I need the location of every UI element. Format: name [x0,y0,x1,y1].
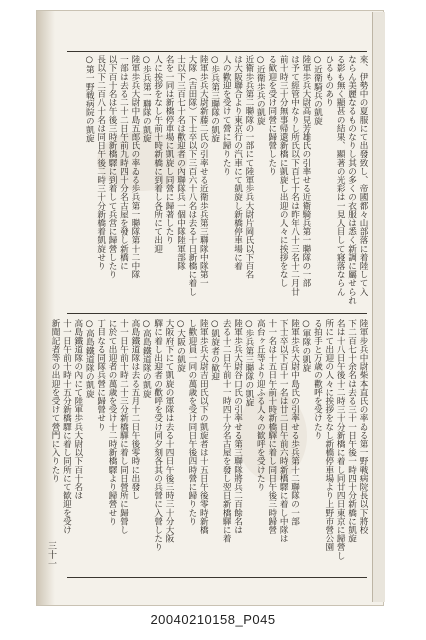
top-border-rule [67,51,367,52]
text-column: ○第一野戦病院の凱旋 [84,55,95,143]
text-column: 陸軍歩兵大尉吉田氏以下の凱旋者は十五日午後零時新橋 [198,319,209,534]
text-column: 高台ヶ丘等より迎ふる人々の歓呼を受けたり [255,319,266,491]
text-column: 去る十二日午前十一時四十分名古屋を發し翌日新橋驛に着 [221,319,232,543]
text-column: し歡迎員一同の萬歳を受け同日午後四時營に歸りたり [186,319,197,526]
text-column: ○近衛歩兵の凱旋 [255,55,266,126]
text-column: ○軍隊の凱旋 [300,319,311,372]
text-column: ならん美麗なるものなりし其の多くの衣服は悉く新調に屬せられ [346,55,357,305]
scanned-page [36,10,384,606]
text-column: は予て經管中なりし所氏以下百七十名は昨年八十三名十二月廿 [289,55,300,296]
upper-half-text [67,55,367,307]
text-column: 丁目なる同隊兵營に歸營せり [95,319,106,431]
text-column: 陸軍歩兵大尉谷口氏の引率せる第三聯隊將兵二百餘名は [232,319,243,534]
text-column: 人に挨拶をなし午前十時新橋に到着し各所にて出迎 [152,55,163,253]
text-column: 名は十八日午後十二時三十分新橋に着し同廿四日東京に歸營し [335,319,346,560]
text-column: 陸軍歩兵大尉高見芳雄氏の引率せる近衛騎兵第一聯隊の一部 [300,55,311,288]
next-page-edge [372,12,385,602]
text-column: 驛に着し出迎者の歡呼を受け同夕刻各其の兵營に入營したり [152,319,163,552]
text-column: 新聞記者等の出迎を受けて營門に入りたり [50,319,61,483]
text-column: 高島鐵道隊の內にて陸軍歩兵大尉以下百十名は [72,319,83,500]
text-column: 前十時三十分無事帰還新橋に凱旋し出迎の人々に挨拶をなし [278,55,289,288]
text-column: 下二百七十余名は去る三十一日午後一時四十分新橋に凱旋 [346,319,357,543]
text-column: 所にて出迎の人々に挨拶をなし新橋停車場より上野市營公園 [323,319,334,552]
middle-divider-rule [67,313,367,314]
text-column: 十一日午前十時二十三分新橋驛に着し同日營所に歸營し [118,319,129,534]
text-column: 長以下二百八十名は同日午後二時三十分新橋着凱旋せり [95,55,106,270]
text-column: ひるものあり [323,55,334,107]
text-column: る歓迎を受け同營に歸營したり [266,55,277,176]
image-caption: 20040210158_P045 [150,612,276,627]
text-column: 陸軍歩兵大尉中島五郎氏の率ゐる歩兵第一聯隊第十二中隊 [129,55,140,279]
text-column: 大隊（吉田隊）下士卒以下三百六十八名は去る十日新橋に着し [186,55,197,296]
text-column: る拍手と万歳の歡呼を受けたり [312,319,323,440]
text-column: ○大阪の凱旋 [175,319,186,372]
text-column: 大阪府下にて凱旋の軍隊は去る十四日午後三時三十分大阪 [164,319,175,543]
text-block [50,51,368,581]
text-column: 陸軍歩兵大尉中島氏の引率せる歩兵第十二聯隊の一部 [289,319,300,526]
text-column: 近衛歩兵第二聯隊の一部にて陸軍歩兵大尉片岡氏以下百名 [243,55,254,279]
text-column: 名を一同は新橋停車場に凱旋し同營に歸著したり [164,55,175,245]
text-column: 下士卒以下百十一名は廿二日午前六時新橋驛に着し中隊は [278,319,289,543]
text-column: 士以下三百七十名は歡迎者の內聯隊兵一個中隊陸軍部隊 [175,55,186,270]
text-column: ○歩兵第三聯隊の凱旋 [209,55,220,143]
text-column: ○高島鐵道隊の凱旋 [141,319,152,398]
lower-half-text [50,319,368,571]
text-column: 高島鐵道隊は去る五月十二日午後零時に出發し [129,319,140,500]
text-column: 陸軍歩兵大尉新藤二氏の引率せる近衛歩兵第三聯隊中隊第一 [198,55,209,288]
text-column: ○歩兵第一聯隊の凱旋 [141,55,152,143]
text-column: 十一名は十五日午前十時新橋驛に着し同日午後三時歸營 [266,319,277,534]
text-column: ○高島鐵道隊の凱旋 [84,319,95,398]
text-column: ○歩兵第三聯隊の凱旋 [243,319,254,407]
text-column: 以下百十名は午後三時新橋驛に到着して兵営に歸營したり [107,55,118,279]
text-column: 陸軍步兵中尉柴本直氏の率ゐる第一野戦病院長以下將校 [358,319,368,534]
text-column: 一部は去る二十二日午前九時四十分名古屋を發し新橋に [118,55,129,270]
bottom-border-rule [67,577,367,578]
text-column: 人の歡迎を受けて營に歸りたり [221,55,232,176]
text-column: に於て出迎者の萬歳を受け十二時新橋驛より歸營せり [107,319,118,526]
text-column: は大阪聯合より東京行の汽車にて凱旋し新橋停車場に着 [232,55,243,270]
text-column: る影も無く顯甚の結果、顯著の光彩は一見人目して寢落ならん [335,55,346,296]
page-number: 三十一 [46,541,56,568]
text-column: 十一日午前十時十五分新橋驛に着し同所にて歓迎を受け [61,319,72,534]
text-column: ○凱旋者の歓迎 [209,319,220,381]
text-column: 來、伊勢中の夏服にて出發致し、帝國都々山部落に着陸して入 [358,55,368,296]
text-column: ○近衛騎兵の凱旋 [312,55,323,126]
